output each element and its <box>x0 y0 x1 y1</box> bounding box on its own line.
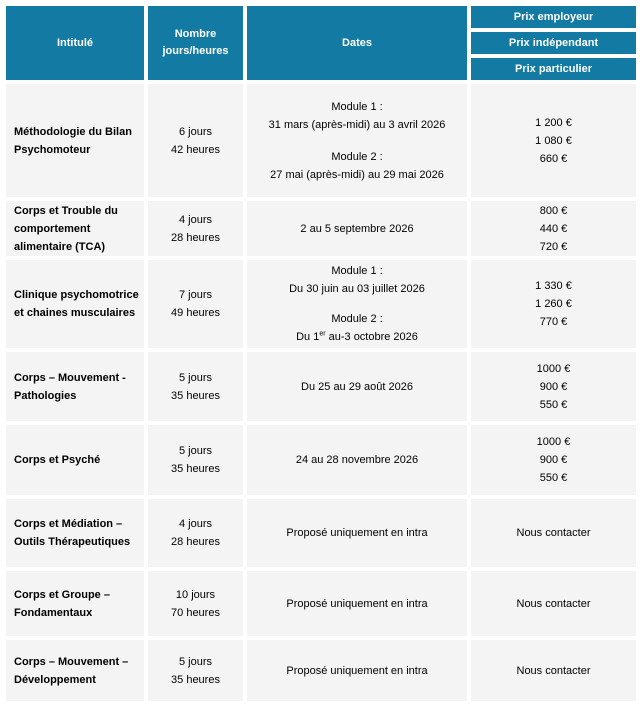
row-0-price-employer: 1 200 € <box>535 116 572 129</box>
row-0-days: 6 jours <box>178 125 213 138</box>
row-6-contact-text: Nous contacter <box>516 597 591 610</box>
row-3-price-individual: 550 € <box>539 398 568 411</box>
row-1-price-employer: 800 € <box>539 204 568 217</box>
row-4-price-independent: 900 € <box>539 454 568 466</box>
row-4-days: 5 jours <box>178 445 213 457</box>
header-price-independent-label: Prix indépendant <box>508 36 599 49</box>
row-3-title-line1: Corps – Mouvement - <box>14 371 126 384</box>
row-4-title-line1: Corps et Psyché <box>14 454 101 466</box>
row-4-title <box>6 425 144 495</box>
row-2-price-individual: 770 € <box>539 316 568 328</box>
header-duration <box>148 6 243 80</box>
header-duration-line1: Nombre <box>174 28 217 40</box>
row-3-price-independent: 900 € <box>539 380 568 393</box>
row-4-hours: 35 heures <box>171 463 220 475</box>
header-duration-line2: jours/heures <box>162 45 229 57</box>
row-1-title-line1: Corps et Trouble du <box>14 204 118 217</box>
row-0-title-line1: Méthodologie du Bilan <box>14 125 132 138</box>
row-0-module1-label: Module 1 : <box>331 100 383 113</box>
row-7-contact <box>471 640 636 701</box>
row-4-prices <box>471 425 636 495</box>
row-3-price-employer: 1000 € <box>536 362 571 375</box>
header-title <box>6 6 144 80</box>
row-6-days: 10 jours <box>175 588 216 601</box>
header-price-employer <box>471 6 636 28</box>
row-7-hours: 35 heures <box>171 673 220 686</box>
row-2-module1-label: Module 1 : <box>331 265 383 277</box>
row-0-module2-dates: 27 mai (après-midi) au 29 mai 2026 <box>270 168 444 181</box>
row-3-dates-text: Du 25 au 29 août 2026 <box>301 380 413 393</box>
row-1-title-line3: alimentaire (TCA) <box>14 240 106 253</box>
row-7-title-line1: Corps – Mouvement – <box>14 655 129 668</box>
row-7-days: 5 jours <box>178 655 213 668</box>
row-2-title <box>6 260 144 348</box>
row-2-days: 7 jours <box>178 289 213 301</box>
row-4-duration <box>148 425 243 495</box>
row-1-dates-text: 2 au 5 septembre 2026 <box>300 222 414 235</box>
row-3-duration <box>148 352 243 421</box>
row-5-hours: 28 heures <box>171 536 220 548</box>
row-0-dates <box>247 84 467 197</box>
row-4-price-individual: 550 € <box>539 472 568 484</box>
header-price-employer-label: Prix employeur <box>513 10 594 23</box>
row-5-dates <box>247 499 467 567</box>
row-1-hours: 28 heures <box>171 231 220 244</box>
row-2-duration <box>148 260 243 348</box>
header-price-individual <box>471 58 636 80</box>
row-1-title <box>6 201 144 256</box>
row-1-price-individual: 720 € <box>539 240 568 253</box>
header-price-individual-label: Prix particulier <box>514 62 593 75</box>
row-5-title-line2: Outils Thérapeutiques <box>14 536 131 548</box>
row-7-duration <box>148 640 243 701</box>
row-2-dates <box>247 260 467 348</box>
row-0-module2-label: Module 2 : <box>331 150 383 163</box>
row-6-title-line1: Corps et Groupe – <box>14 588 110 601</box>
row-2-price-employer: 1 330 € <box>535 280 572 292</box>
row-3-title-line2: Pathologies <box>14 389 77 402</box>
row-0-module1-dates: 31 mars (après-midi) au 3 avril 2026 <box>268 118 446 131</box>
row-1-price-independent: 440 € <box>539 222 568 235</box>
row-0-hours: 42 heures <box>171 143 220 156</box>
header-title-label: Intitulé <box>56 36 94 49</box>
row-7-title-line2: Développement <box>14 673 96 686</box>
header-dates-label: Dates <box>342 36 372 49</box>
row-4-dates-text: 24 au 28 novembre 2026 <box>295 454 419 466</box>
row-0-price-independent: 1 080 € <box>535 134 572 147</box>
row-2-title-line2: et chaines musculaires <box>14 307 136 319</box>
row-2-hours: 49 heures <box>171 307 220 319</box>
row-3-prices <box>471 352 636 421</box>
row-6-dates-text: Proposé uniquement en intra <box>286 597 428 610</box>
row-5-days: 4 jours <box>178 518 213 530</box>
row-5-title-line1: Corps et Médiation – <box>14 518 123 530</box>
row-2-module2-label: Module 2 : <box>331 313 383 325</box>
row-5-dates-text: Proposé uniquement en intra <box>286 527 428 539</box>
row-1-dates <box>247 201 467 256</box>
row-6-dates <box>247 571 467 636</box>
row-5-contact-text: Nous contacter <box>516 527 591 539</box>
row-5-title <box>6 499 144 567</box>
row-3-days: 5 jours <box>178 371 213 384</box>
header-dates <box>247 6 467 80</box>
row-7-contact-text: Nous contacter <box>516 664 591 677</box>
row-0-duration <box>148 84 243 197</box>
row-2-price-independent: 1 260 € <box>535 298 572 310</box>
row-5-contact <box>471 499 636 567</box>
row-3-hours: 35 heures <box>171 389 220 402</box>
row-7-dates-text: Proposé uniquement en intra <box>286 664 428 677</box>
row-0-prices <box>471 84 636 197</box>
row-3-dates <box>247 352 467 421</box>
row-2-title-line1: Clinique psychomotrice <box>14 289 139 301</box>
row-3-title <box>6 352 144 421</box>
row-5-duration <box>148 499 243 567</box>
row-7-dates <box>247 640 467 701</box>
row-0-price-individual: 660 € <box>539 152 568 165</box>
row-2-module2-dates: Du 1er au-3 octobre 2026 <box>296 330 418 343</box>
row-4-dates <box>247 425 467 495</box>
row-0-title-line2: Psychomoteur <box>14 143 91 156</box>
row-7-title <box>6 640 144 701</box>
row-1-title-line2: comportement <box>14 222 91 235</box>
row-2-module1-dates: Du 30 juin au 03 juillet 2026 <box>289 283 425 295</box>
row-6-title <box>6 571 144 636</box>
row-1-duration <box>148 201 243 256</box>
row-0-title <box>6 84 144 197</box>
row-6-contact <box>471 571 636 636</box>
header-price-independent <box>471 32 636 54</box>
row-6-title-line2: Fondamentaux <box>14 606 93 619</box>
row-1-days: 4 jours <box>178 213 213 226</box>
row-2-prices <box>471 260 636 348</box>
row-1-prices <box>471 201 636 256</box>
row-6-duration <box>148 571 243 636</box>
row-6-hours: 70 heures <box>171 606 220 619</box>
row-4-price-employer: 1000 € <box>536 436 571 448</box>
